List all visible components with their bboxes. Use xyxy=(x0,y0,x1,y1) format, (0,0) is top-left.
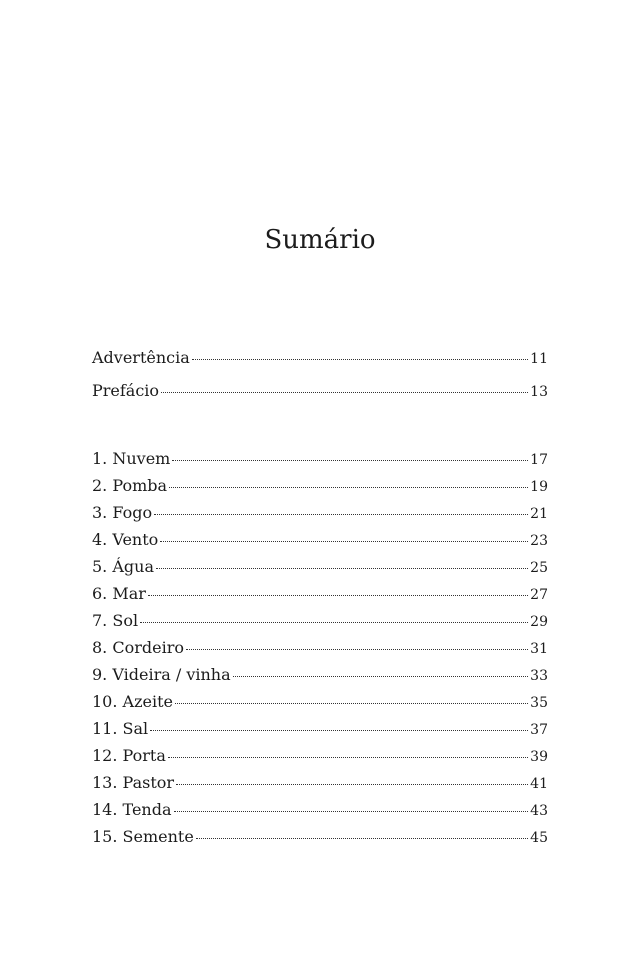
dot-leader xyxy=(140,622,528,623)
toc-entry-label: 5. Água xyxy=(92,557,154,576)
toc-entry-page: 17 xyxy=(530,452,548,468)
toc-entry-label: 12. Porta xyxy=(92,746,166,765)
dot-leader xyxy=(161,392,528,393)
toc-entry-page: 19 xyxy=(530,479,548,495)
toc-entry-label: 15. Semente xyxy=(92,827,194,846)
toc-entry-label: 8. Cordeiro xyxy=(92,638,184,657)
dot-leader xyxy=(154,514,528,515)
toc-entry-page: 41 xyxy=(530,776,548,792)
toc-entry xyxy=(92,582,548,609)
dot-leader xyxy=(160,541,528,542)
toc-entry xyxy=(92,744,548,771)
toc-entry xyxy=(92,690,548,717)
toc-entry xyxy=(92,555,548,582)
toc-entry-page: 23 xyxy=(530,533,548,549)
dot-leader xyxy=(148,595,528,596)
toc-entry-label: 11. Sal xyxy=(92,719,149,738)
toc-entry-label: 13. Pastor xyxy=(92,773,175,792)
toc-entry-page: 27 xyxy=(530,587,548,603)
dot-leader xyxy=(174,811,529,812)
toc-entry-label: Prefácio xyxy=(92,381,160,400)
dot-leader xyxy=(176,784,528,785)
dot-leader xyxy=(172,460,528,461)
dot-leader xyxy=(196,838,528,839)
toc-entry xyxy=(92,798,548,825)
toc-entry-label: 14. Tenda xyxy=(92,800,172,819)
toc-entry xyxy=(92,528,548,555)
dot-leader xyxy=(175,703,528,704)
toc-entry xyxy=(92,474,548,501)
dot-leader xyxy=(233,676,529,677)
dot-leader xyxy=(156,568,528,569)
toc-entry-page: 43 xyxy=(530,803,548,819)
page-title: Sumário xyxy=(264,225,376,255)
toc-entry-page: 45 xyxy=(530,830,548,846)
dot-leader xyxy=(168,757,528,758)
toc-entry-page: 31 xyxy=(530,641,548,657)
toc-entry-page: 13 xyxy=(530,384,548,400)
toc-entry xyxy=(92,609,548,636)
toc-entry xyxy=(92,825,548,852)
toc-entry-label: 9. Videira / vinha xyxy=(92,665,231,684)
toc-entry-label: 6. Mar xyxy=(92,584,146,603)
toc-entry-page: 37 xyxy=(530,722,548,738)
dot-leader xyxy=(169,487,528,488)
toc-entry-label: 1. Nuvem xyxy=(92,449,171,468)
toc-entry-page: 35 xyxy=(530,695,548,711)
dot-leader xyxy=(186,649,528,650)
toc-entry xyxy=(92,346,548,379)
toc-entry-label: 2. Pomba xyxy=(92,476,168,495)
toc-entry xyxy=(92,379,548,412)
toc-entry-page: 11 xyxy=(530,351,548,367)
dot-leader xyxy=(192,359,528,360)
front-matter-list xyxy=(92,346,548,412)
dot-leader xyxy=(150,730,528,731)
toc-entry-label: 4. Vento xyxy=(92,530,159,549)
toc-entry-label: 10. Azeite xyxy=(92,692,173,711)
toc-entry xyxy=(92,771,548,798)
chapter-list xyxy=(92,447,548,852)
toc-entry xyxy=(92,717,548,744)
toc-entry xyxy=(92,636,548,663)
toc-entry-page: 33 xyxy=(530,668,548,684)
toc-entry-page: 29 xyxy=(530,614,548,630)
toc-entry xyxy=(92,663,548,690)
toc-entry xyxy=(92,501,548,528)
toc-entry-label: 3. Fogo xyxy=(92,503,153,522)
toc-entry-page: 25 xyxy=(530,560,548,576)
toc-entry xyxy=(92,447,548,474)
toc-entry-label: 7. Sol xyxy=(92,611,139,630)
toc-entry-page: 39 xyxy=(530,749,548,765)
toc-entry-label: Advertência xyxy=(92,348,190,367)
toc-entry-page: 21 xyxy=(530,506,548,522)
